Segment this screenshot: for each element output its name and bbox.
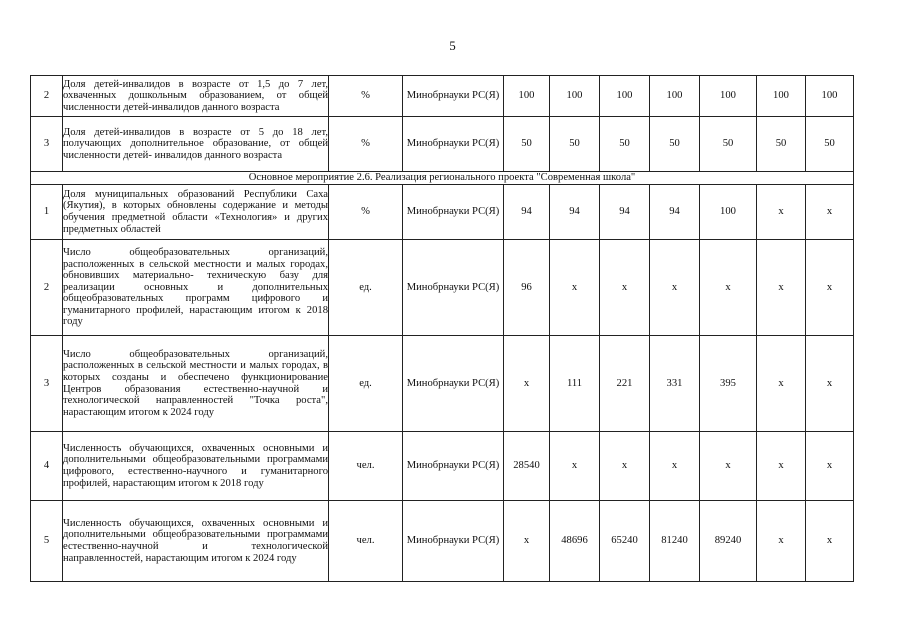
value-cell: х [700, 240, 757, 336]
unit-cell: чел. [329, 501, 403, 582]
indicator-name: Число общеобразовательных организаций, расположенных в сельской местности и малых городах, в которых созданы и обеспечено функционирование Центров образования естественно-научной и технологической направленностей "Точка роста", нарастающим итогом к 2024 году [63, 336, 329, 432]
value-cell: 89240 [700, 501, 757, 582]
indicators-table [30, 75, 854, 582]
value-cell: 100 [700, 76, 757, 117]
value-cell: х [806, 240, 854, 336]
value-cell: х [550, 432, 600, 501]
value-cell: 395 [700, 336, 757, 432]
value-cell: х [600, 432, 650, 501]
row-number: 5 [31, 501, 63, 582]
value-cell: х [550, 240, 600, 336]
agency-cell: Минобрнауки РС(Я) [403, 117, 504, 172]
value-cell: х [650, 432, 700, 501]
value-cell: 221 [600, 336, 650, 432]
value-cell: 100 [700, 185, 757, 240]
value-cell: 94 [650, 185, 700, 240]
table-row [31, 240, 854, 336]
value-cell: х [650, 240, 700, 336]
value-cell: х [757, 432, 806, 501]
table-row [31, 76, 854, 117]
value-cell: х [806, 185, 854, 240]
value-cell: 65240 [600, 501, 650, 582]
agency-cell: Минобрнауки РС(Я) [403, 185, 504, 240]
section-heading: Основное мероприятие 2.6. Реализация регионального проекта "Современная школа" [31, 172, 854, 185]
value-cell: х [600, 240, 650, 336]
agency-cell: Минобрнауки РС(Я) [403, 432, 504, 501]
value-cell: х [806, 501, 854, 582]
value-cell: 100 [504, 76, 550, 117]
row-number: 1 [31, 185, 63, 240]
value-cell: 50 [550, 117, 600, 172]
table-row [31, 117, 854, 172]
value-cell: 100 [650, 76, 700, 117]
value-cell: х [757, 185, 806, 240]
value-cell: 100 [550, 76, 600, 117]
unit-cell: чел. [329, 432, 403, 501]
value-cell: х [757, 336, 806, 432]
indicator-name: Доля муниципальных образований Республики Саха (Якутия), в которых обновлены содержание и методы обучения предметной области «Технология» и других предметных областей [63, 185, 329, 240]
section-row [31, 172, 854, 185]
table-row [31, 501, 854, 582]
value-cell: 111 [550, 336, 600, 432]
indicator-name: Число общеобразовательных организаций, расположенных в сельской местности и малых городах, обновивших материально- техническую базу для реализации основных и дополнительных общеобразовательных программ цифрового и гуманитарного профилей, нарастающим итогом к 2018 году [63, 240, 329, 336]
value-cell: 94 [504, 185, 550, 240]
value-cell: 100 [806, 76, 854, 117]
agency-cell: Минобрнауки РС(Я) [403, 501, 504, 582]
value-cell: 28540 [504, 432, 550, 501]
value-cell: 50 [757, 117, 806, 172]
row-number: 3 [31, 336, 63, 432]
table-row [31, 336, 854, 432]
agency-cell: Минобрнауки РС(Я) [403, 336, 504, 432]
agency-cell: Минобрнауки РС(Я) [403, 240, 504, 336]
value-cell: х [757, 240, 806, 336]
value-cell: х [806, 336, 854, 432]
row-number: 4 [31, 432, 63, 501]
unit-cell: % [329, 76, 403, 117]
value-cell: 50 [806, 117, 854, 172]
value-cell: 96 [504, 240, 550, 336]
indicator-name: Доля детей-инвалидов в возрасте от 5 до 18 лет, получающих дополнительное образование, от общей численности детей- инвалидов данного возраста [63, 117, 329, 172]
table-row [31, 185, 854, 240]
unit-cell: % [329, 185, 403, 240]
row-number: 2 [31, 240, 63, 336]
value-cell: 100 [600, 76, 650, 117]
unit-cell: ед. [329, 240, 403, 336]
value-cell: х [504, 501, 550, 582]
value-cell: х [700, 432, 757, 501]
indicator-name: Доля детей-инвалидов в возрасте от 1,5 до 7 лет, охваченных дошкольным образованием, от общей численности детей-инвалидов данного возраста [63, 76, 329, 117]
agency-cell: Минобрнауки РС(Я) [403, 76, 504, 117]
value-cell: 50 [600, 117, 650, 172]
value-cell: х [757, 501, 806, 582]
value-cell: 331 [650, 336, 700, 432]
value-cell: 50 [504, 117, 550, 172]
indicator-name: Численность обучающихся, охваченных основными и дополнительными общеобразовательными программами естественно-научной и технологической направленностей, нарастающим итогом к 2024 году [63, 501, 329, 582]
indicator-name: Численность обучающихся, охваченных основными и дополнительными общеобразовательными программами цифрового, естественно-научного и гуманитарного профилей, нарастающим итогом к 2018 году [63, 432, 329, 501]
row-number: 2 [31, 76, 63, 117]
unit-cell: % [329, 117, 403, 172]
unit-cell: ед. [329, 336, 403, 432]
value-cell: 94 [600, 185, 650, 240]
value-cell: 50 [700, 117, 757, 172]
value-cell: 100 [757, 76, 806, 117]
page-number: 5 [449, 38, 456, 53]
value-cell: х [806, 432, 854, 501]
value-cell: 48696 [550, 501, 600, 582]
value-cell: х [504, 336, 550, 432]
value-cell: 81240 [650, 501, 700, 582]
value-cell: 50 [650, 117, 700, 172]
table-row [31, 432, 854, 501]
row-number: 3 [31, 117, 63, 172]
value-cell: 94 [550, 185, 600, 240]
